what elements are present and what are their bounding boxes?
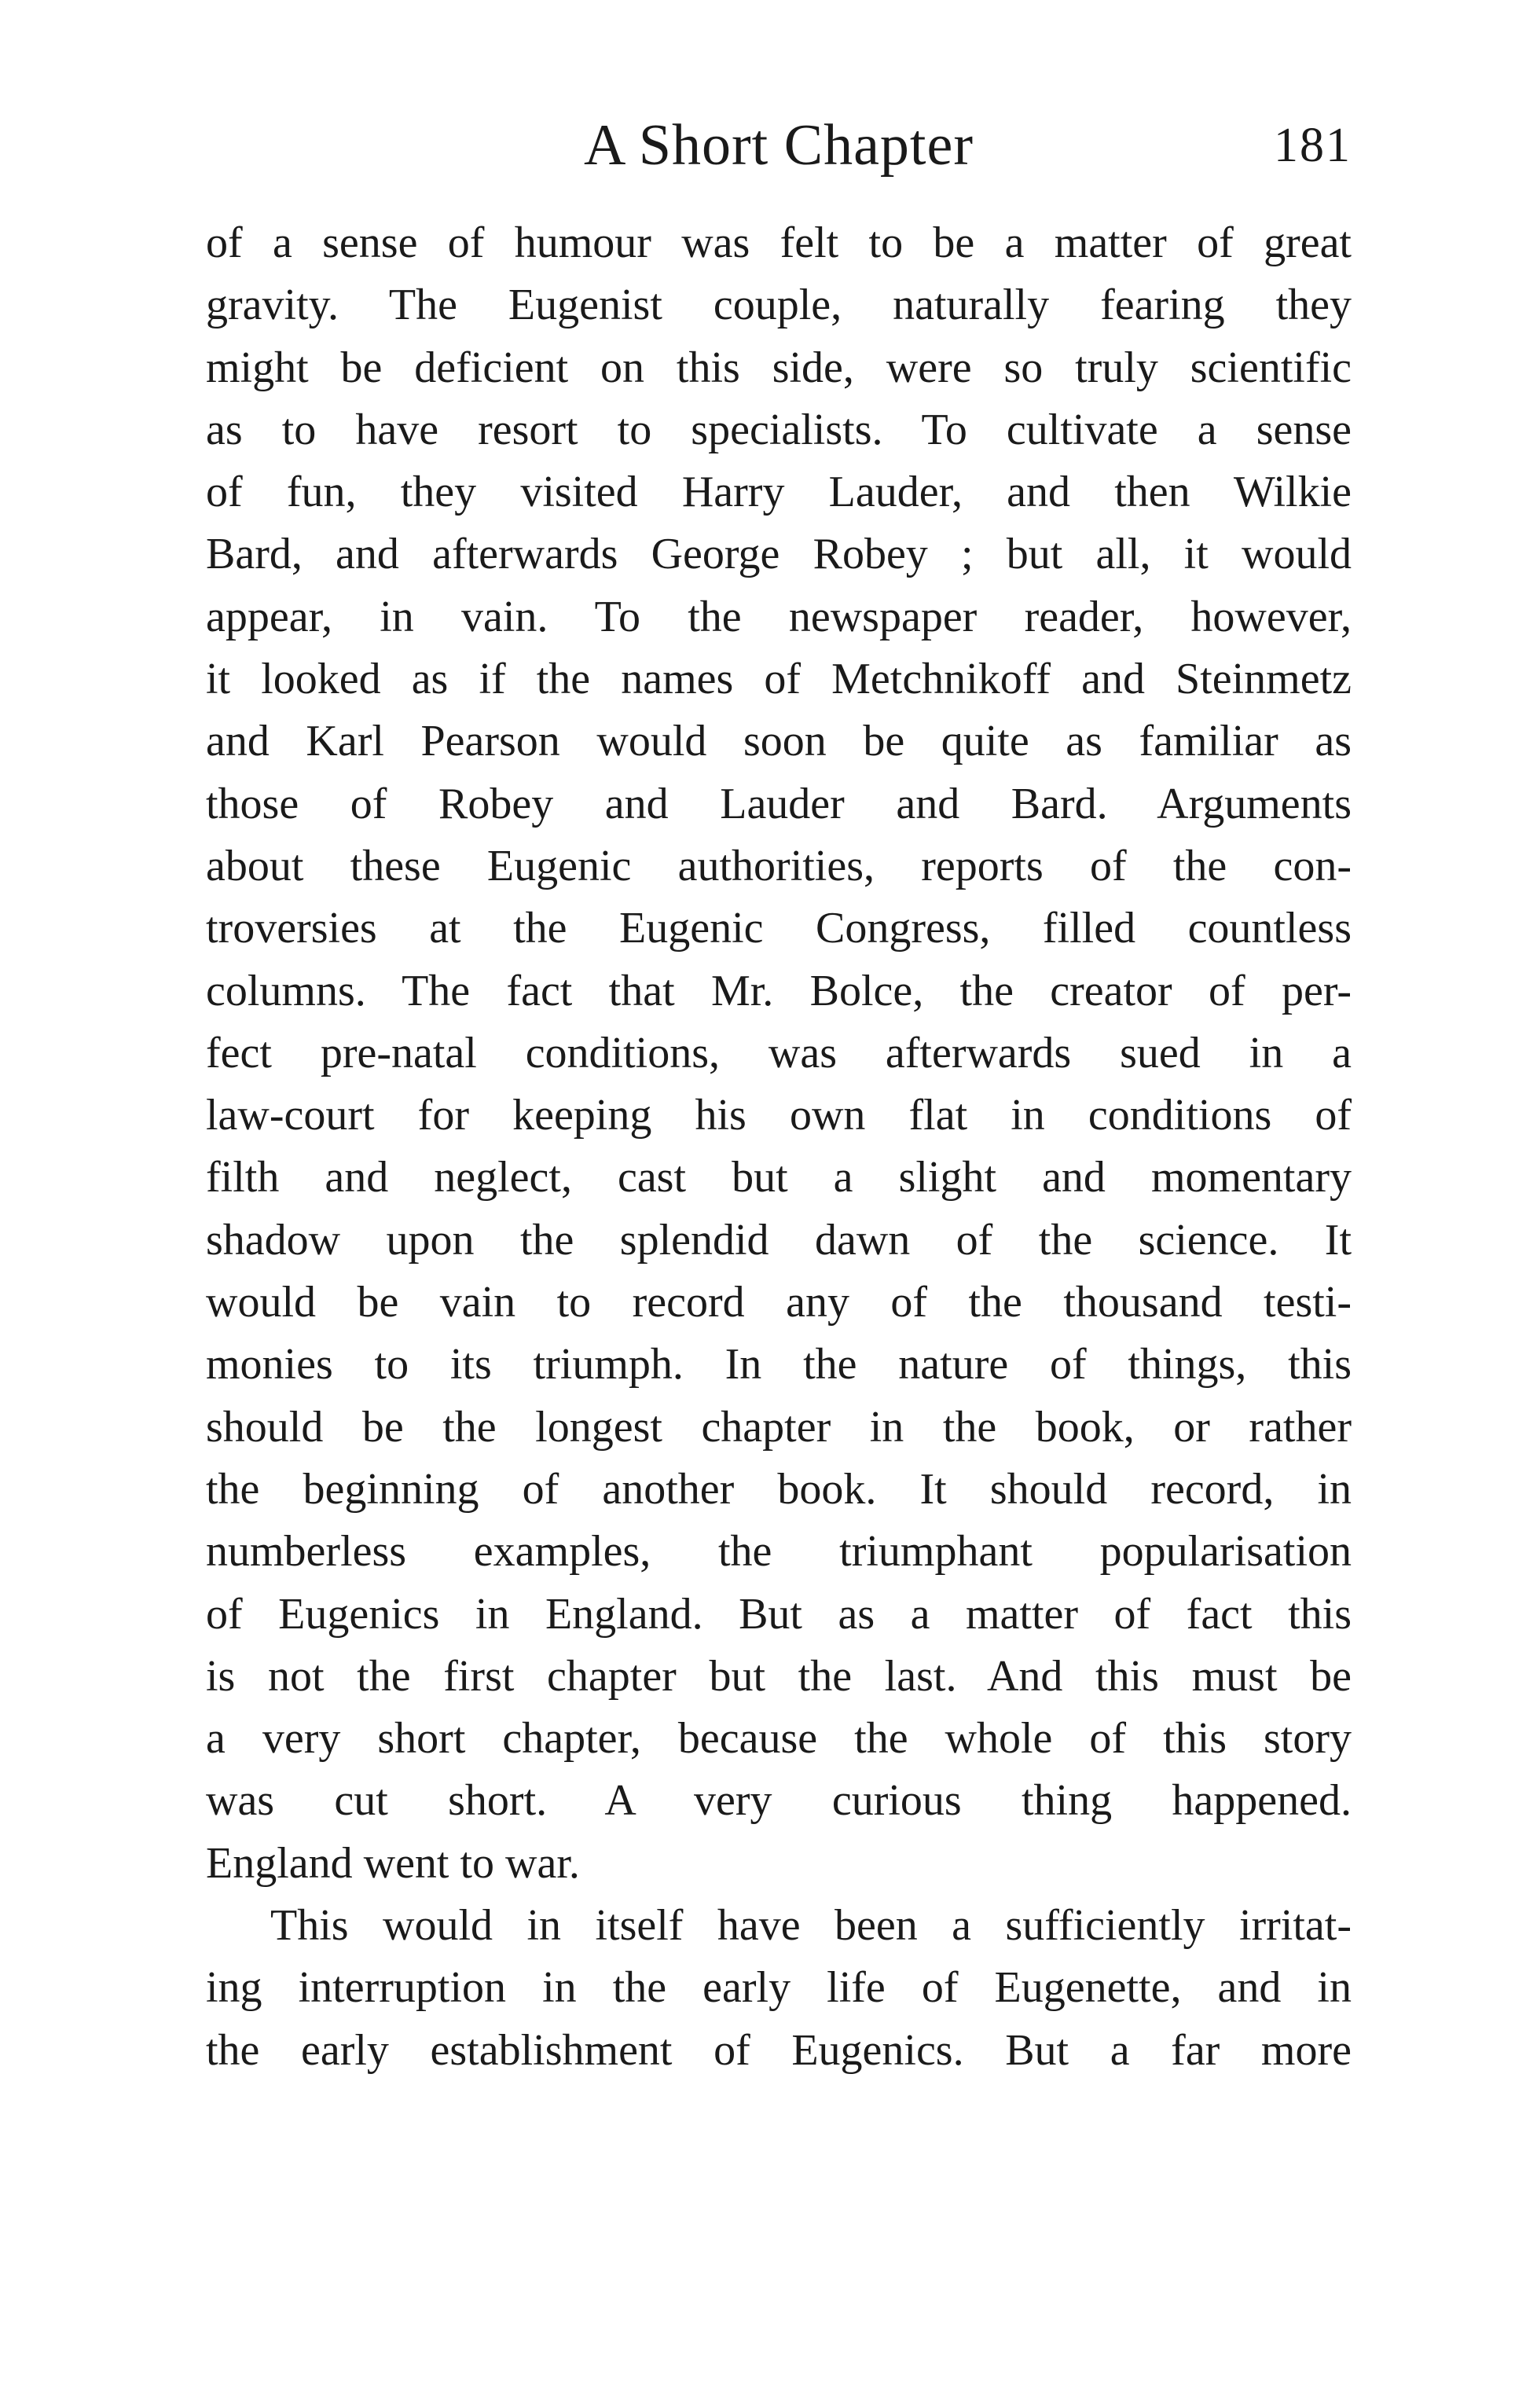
text-line: monies to its triumph. In the nature of things, this <box>206 1340 1352 1389</box>
text-line: appear, in vain. To the newspaper reader, however, <box>206 592 1352 641</box>
text-line: columns. The fact that Mr. Bolce, the creator of per- <box>206 966 1352 1015</box>
paragraph-start-line: This would in itself have been a sufficiently irritat- <box>270 1901 1352 1951</box>
page-number: 181 <box>1274 119 1352 172</box>
text-line: and Karl Pearson would soon be quite as familiar as <box>206 717 1352 766</box>
text-line: it looked as if the names of Metchnikoff and Steinmetz <box>206 655 1352 704</box>
text-line: troversies at the Eugenic Congress, filled countless <box>206 904 1352 953</box>
text-line: the early establishment of Eugenics. But a far more <box>206 2025 1352 2075</box>
text-line: of fun, they visited Harry Lauder, and then Wilkie <box>206 468 1352 517</box>
text-line: was cut short. A very curious thing happened. <box>206 1776 1352 1826</box>
text-line: those of Robey and Lauder and Bard. Arguments <box>206 779 1352 828</box>
text-line: law-court for keeping his own flat in conditions of <box>206 1091 1352 1140</box>
text-line: filth and neglect, cast but a slight and momentary <box>206 1153 1352 1202</box>
text-line: gravity. The Eugenist couple, naturally fearing they <box>206 281 1352 330</box>
paragraph-end-line: England went to war. <box>206 1838 580 1888</box>
chapter-title: A Short Chapter <box>584 113 974 178</box>
text-line: of Eugenics in England. But as a matter of fact this <box>206 1589 1352 1639</box>
text-line: ing interruption in the early life of Eugenette, and in <box>206 1963 1352 2013</box>
text-line: about these Eugenic authorities, reports of the con- <box>206 841 1352 890</box>
text-line: might be deficient on this side, were so truly scientific <box>206 343 1352 392</box>
text-line: Bard, and afterwards George Robey ; but all, it would <box>206 530 1352 579</box>
text-line: numberless examples, the triumphant popularisation <box>206 1527 1352 1577</box>
text-line: fect pre-natal conditions, was afterwards sued in a <box>206 1028 1352 1077</box>
text-line: of a sense of humour was felt to be a matter of great <box>206 218 1352 267</box>
text-line: is not the first chapter but the last. And this must be <box>206 1651 1352 1701</box>
text-line: should be the longest chapter in the book, or rather <box>206 1402 1352 1452</box>
text-line: would be vain to record any of the thousand testi- <box>206 1278 1352 1327</box>
body-text <box>206 212 1352 2082</box>
text-line: shadow upon the splendid dawn of the science. It <box>206 1215 1352 1265</box>
running-head <box>206 102 1352 189</box>
text-line: a very short chapter, because the whole of this story <box>206 1714 1352 1764</box>
text-line: as to have resort to specialists. To cultivate a sense <box>206 405 1352 454</box>
text-line: the beginning of another book. It should record, in <box>206 1464 1352 1514</box>
